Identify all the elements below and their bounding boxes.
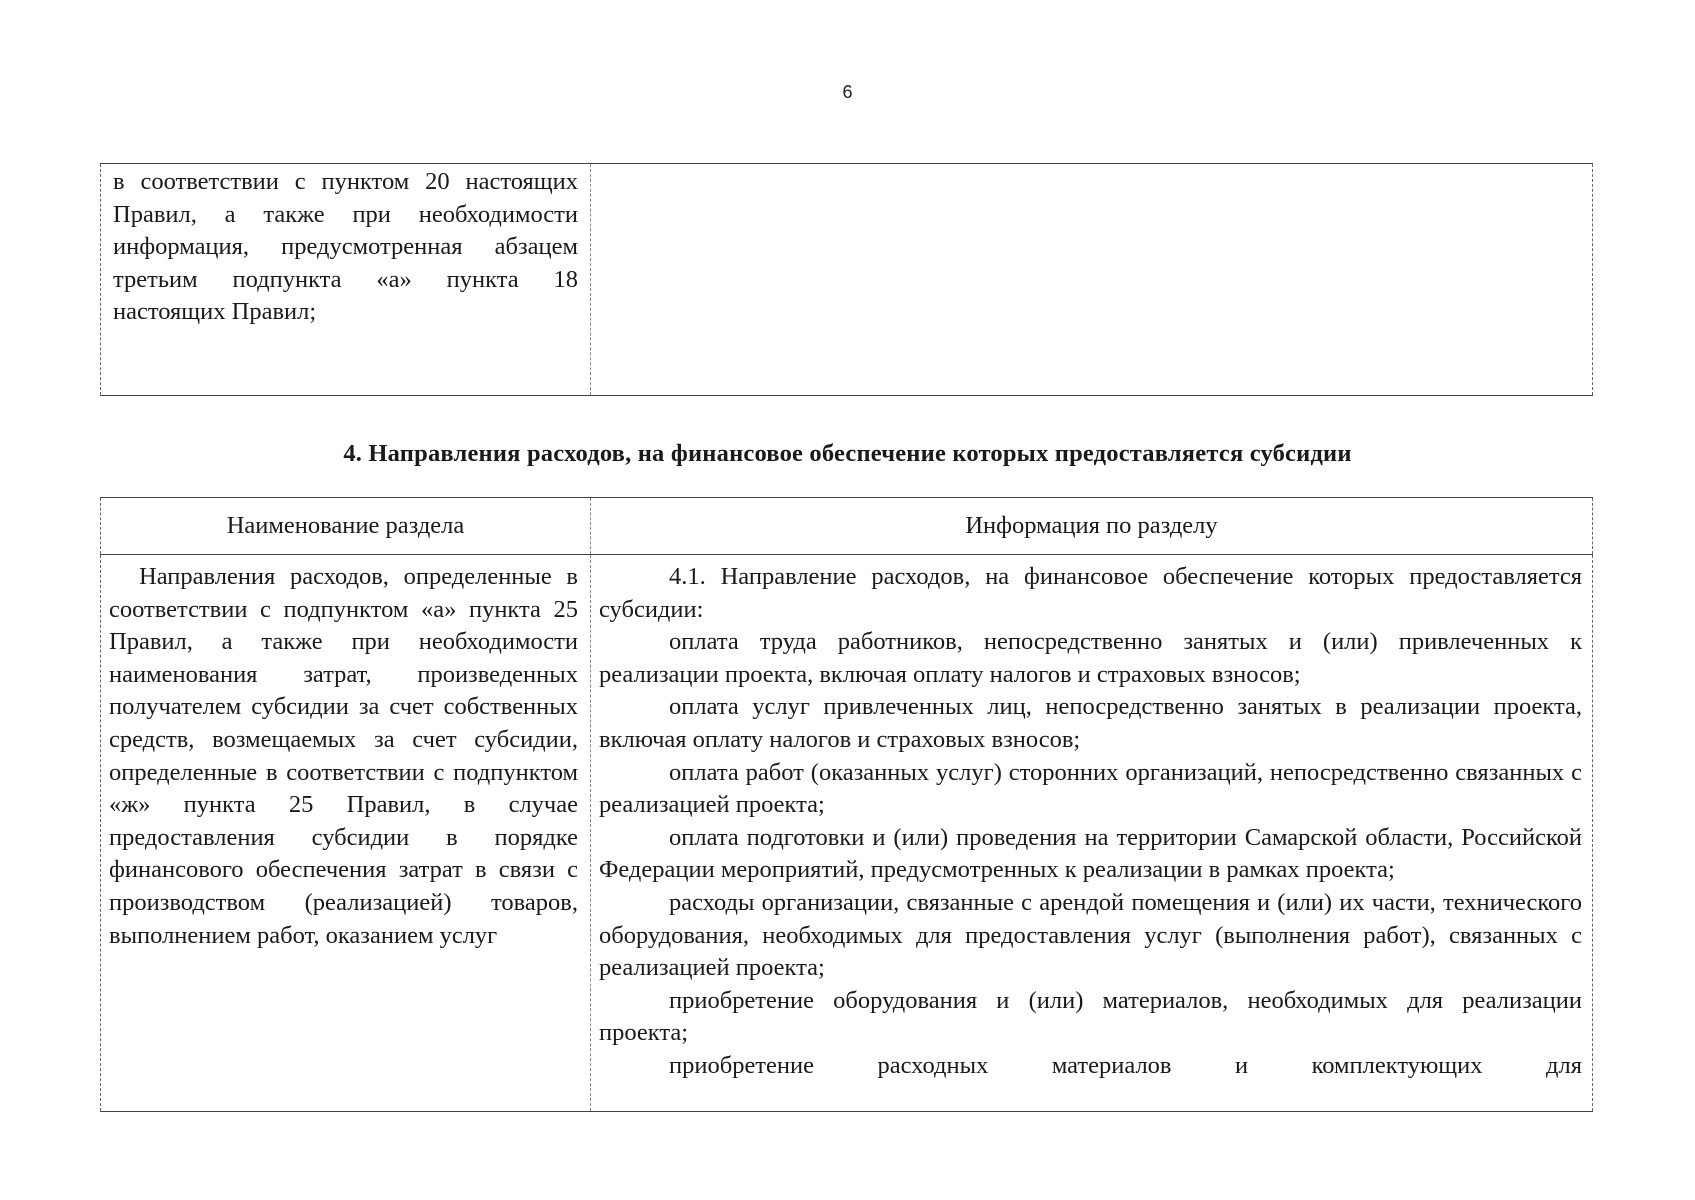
section-name-cell xyxy=(101,555,591,1112)
table-row xyxy=(101,555,1593,1112)
column-header-section-info: Информация по разделу xyxy=(591,498,1593,555)
table-row xyxy=(101,164,1593,396)
info-paragraph: 4.1. Направление расходов, на финансовое обеспечение которых предоставляется субсидии: xyxy=(599,563,1582,623)
info-paragraph: приобретение расходных материалов и комплектующих для xyxy=(669,1051,1582,1079)
section-heading: 4. Направления расходов, на финансовое обеспечение которых предоставляется субсидии xyxy=(343,440,1352,467)
info-paragraph: оплата работ (оказанных услуг) сторонних организаций, непосредственно связанных с реализацией проекта; xyxy=(599,758,1582,819)
section-table xyxy=(100,497,1593,1112)
column-header-section-name: Наименование раздела xyxy=(101,498,591,555)
continuation-table xyxy=(100,163,1593,396)
info-paragraph: оплата подготовки и (или) проведения на территории Самарской области, Российской Федерации мероприятий, предусмотренных к реализации в рамках проекта; xyxy=(599,823,1582,884)
info-paragraph: расходы организации, связанные с арендой помещения и (или) их части, технического оборудования, необходимых для предоставления услуг (выполнения работ), связанных с реализацией проекта; xyxy=(599,888,1582,982)
continuation-right-cell xyxy=(591,164,1593,396)
page-number: 6 xyxy=(842,82,853,102)
continuation-left-cell xyxy=(101,164,591,396)
table-header-row xyxy=(101,498,1593,555)
section-info-cell xyxy=(591,555,1593,1112)
info-paragraph: оплата труда работников, непосредственно занятых и (или) привлеченных к реализации проекта, включая оплату налогов и страховых взносов; xyxy=(599,628,1582,688)
info-paragraph: оплата услуг привлеченных лиц, непосредственно занятых в реализации проекта, включая оплату налогов и страховых взносов; xyxy=(599,693,1582,753)
continuation-left-text: в соответствии с пунктом 20 настоящих Правил, а также при необходимости информация, предусмотренная абзацем третьим подпункта «а» пункта 18 настоящих Правил; xyxy=(113,168,578,326)
section-name-text: Направления расходов, определенные в соответствии с подпунктом «а» пункта 25 Правил, а также при необходимости наименования затрат, произведенных получателем субсидии за счет собственных средств, возмещаемых за счет субсидии, определенные в соответствии с подпунктом «ж» пункта 25 Правил, в случае предоставления субсидии в порядке финансового обеспечения затрат в связи с производством (реализацией) товаров, выполнением работ, оказанием услуг xyxy=(109,563,578,949)
info-paragraph: приобретение оборудования и (или) материалов, необходимых для реализации проекта; xyxy=(599,986,1582,1047)
